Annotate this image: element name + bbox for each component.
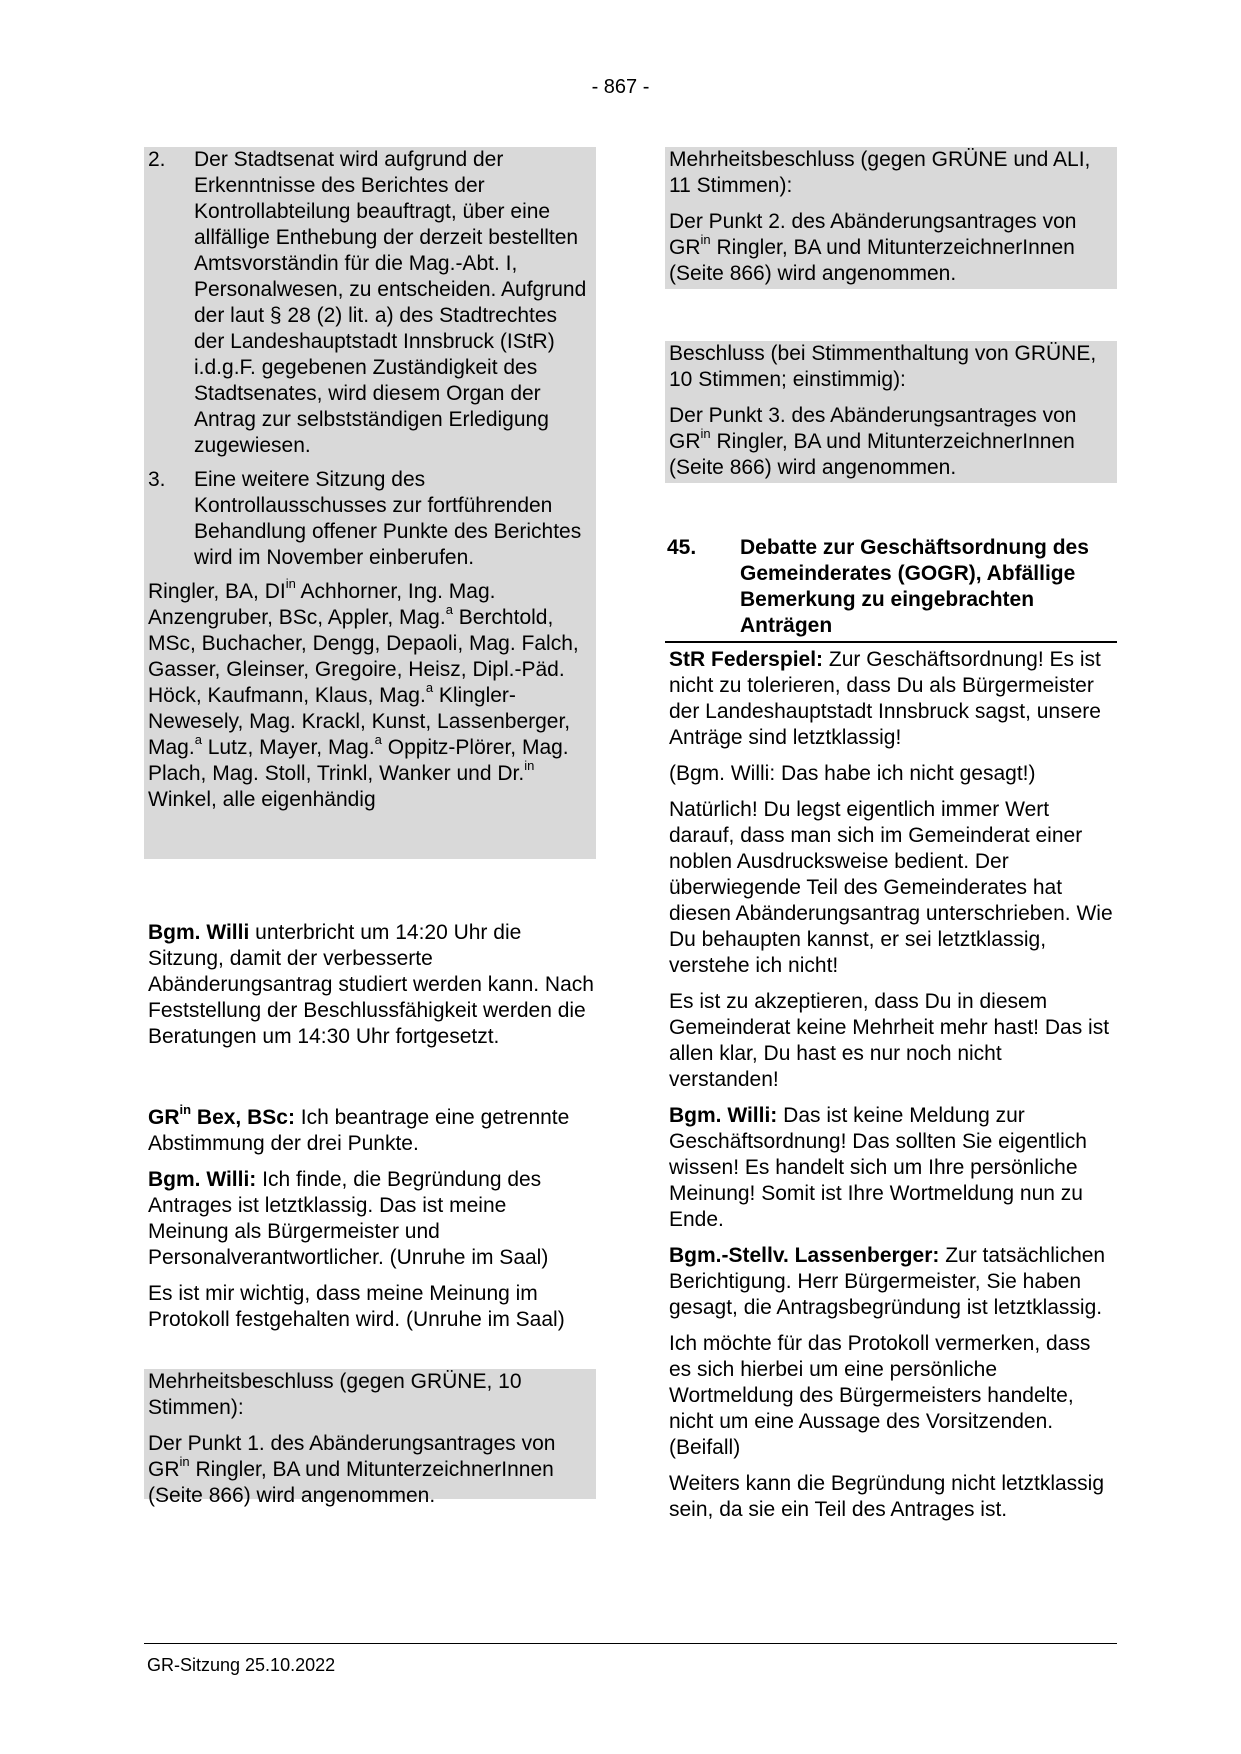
footer-session-date: GR-Sitzung 25.10.2022	[147, 1655, 336, 1675]
interrupt-paragraph: Bgm. Willi unterbricht um 14:20 Uhr die Sitzung, damit der verbesserte Abänderungsantrag studiert werden kann. Nach Feststellung der Beschlussfähigkeit werden die Beratungen um 14:30 Uhr fortgesetzt.	[148, 921, 594, 1048]
bex-statement: $GR^{in}$ Bex, BSc: Ich beantrage eine getrennte Abstimmung der drei Punkte.	[148, 1102, 570, 1155]
protokoll-paragraph: Ich möchte für das Protokoll vermerken, dass es sich hierbei um eine persönliche Wortmeldung des Bürgermeisters handelte, nicht um eine Aussage des Vorsitzenden. (Beifall)	[669, 1332, 1091, 1459]
willi-statement: Bgm. Willi: Ich finde, die Begründung des Antrages ist letztklassig. Das ist meine Meinung als Bürgermeister und Personalverantwortlicher. (Unruhe im Saal)	[148, 1168, 549, 1269]
vote-2-head: Mehrheitsbeschluss (gegen GRÜNE und ALI, 11 Stimmen):	[669, 148, 1091, 197]
vote-1-text: Der Punkt 1. des Abänderungsantrages von $GR^{in}$ Ringler, BA und MitunterzeichnerInnen (Seite 866) wird angenommen.	[148, 1432, 556, 1507]
mehrheit-paragraph: Es ist zu akzeptieren, dass Du in diesem Gemeinderat keine Mehrheit mehr hast! Das ist allen klar, Du hast es nur noch nicht verstanden!	[669, 990, 1110, 1091]
motion-item	[144, 147, 596, 459]
vote-2-block	[665, 147, 1117, 289]
item-text: Eine weitere Sitzung des Kontrollausschusses zur fortführenden Behandlung offener Punkte des Berichtes wird im November einberufen.	[194, 468, 582, 569]
item-number: 2.	[148, 148, 166, 171]
vote-3-head: Beschluss (bei Stimmenthaltung von GRÜNE, 10 Stimmen; einstimmig):	[669, 342, 1097, 391]
item-number: 3.	[148, 468, 166, 491]
debate-block	[665, 647, 1117, 1523]
natuerlich-paragraph: Natürlich! Du legst eigentlich immer Wert darauf, dass man sich im Gemeinderat einer noblen Ausdrucksweise bedient. Der überwiegende Teil des Gemeinderates hat diesen Abänderungsantrag unterschrieben. Wie Du behaupten kannst, er sei letztklassig, verstehe ich nicht!	[669, 798, 1113, 977]
vote-2-text: Der Punkt 2. des Abänderungsantrages von $GR^{in}$ Ringler, BA und MitunterzeichnerInnen (Seite 866) wird angenommen.	[669, 210, 1077, 285]
vote-1-block	[144, 1369, 596, 1507]
willi-statement-2: Es ist mir wichtig, dass meine Meinung im Protokoll festgehalten wird. (Unruhe im Saal)	[148, 1282, 565, 1331]
willi-interjection: (Bgm. Willi: Das habe ich nicht gesagt!)	[669, 762, 1036, 785]
item-text: Der Stadtsenat wird aufgrund der Erkenntnisse des Berichtes der Kontrollabteilung beauftragt, über eine allfällige Enthebung der derzeit bestellten Amtsvorständin für die Mag.-Abt. I, Personalwesen, zu entscheiden. Aufgrund der laut § 28 (2) lit. a) des Stadtrechtes der Landeshauptstadt Innsbruck (IStR) i.d.g.F. gegebenen Zuständigkeit des Stadtsenates, wird diesem Organ der Antrag zur selbstständigen Erledigung zugewiesen.	[194, 148, 587, 457]
section-heading	[665, 535, 1117, 643]
vote-3-block	[665, 341, 1117, 483]
motion-items	[144, 147, 596, 571]
vote-1-head: Mehrheitsbeschluss (gegen GRÜNE, 10 Stimmen):	[148, 1370, 522, 1419]
federspiel-statement: StR Federspiel: Zur Geschäftsordnung! Es ist nicht zu tolerieren, dass Du als Bürgermeister der Landeshauptstadt Innsbruck sagst, unsere Anträge sind letztklassig!	[669, 648, 1101, 749]
motion-item	[144, 467, 596, 571]
weiters-paragraph: Weiters kann die Begründung nicht letztklassig sein, da sie ein Teil des Antrages ist.	[669, 1472, 1105, 1521]
footer-divider	[144, 1643, 1117, 1644]
motion-items-block	[144, 147, 596, 859]
willi-statement-3: Bgm. Willi: Das ist keine Meldung zur Geschäftsordnung! Das sollten Sie eigentlich wissen! Es handelt sich um Ihre persönliche Meinung! Somit ist Ihre Wortmeldung nun zu Ende.	[669, 1104, 1087, 1231]
section-number: 45.	[667, 536, 697, 559]
section-title: Debatte zur Geschäftsordnung des Gemeinderates (GOGR), Abfällige Bemerkung zu eingebrachten Anträgen	[740, 536, 1089, 637]
bex-willi-block	[144, 1102, 596, 1333]
vote-3-text: Der Punkt 3. des Abänderungsantrages von $GR^{in}$ Ringler, BA und MitunterzeichnerInnen (Seite 866) wird angenommen.	[669, 404, 1077, 479]
lassenberger-statement: Bgm.-Stellv. Lassenberger: Zur tatsächlichen Berichtigung. Herr Bürgermeister, Sie haben gesagt, die Antragsbegründung ist letztklassig.	[669, 1244, 1106, 1319]
page-number: - 867 -	[591, 76, 650, 98]
signers-list: Ringler, BA, $DI^{in}$ Achhorner, Ing. Mag. Anzengruber, BSc, Appler, Mag.$^a$ Berchtold, MSc, Buchacher, Dengg, Depaoli, Mag. Falch, Gasser, Gleinser, Gregoire, Heisz, Dipl.-Päd. Höck, Kaufmann, Klaus, Mag.$^a$ Klingler-Newesely, Mag. Krackl, Kunst, Lassenberger, Mag.$^a$ Lutz, Mayer, Mag.$^a$ Oppitz-Plörer, Mag. Plach, Mag. Stoll, Trinkl, Wanker und Dr.$^{in}$ Winkel, alle eigenhändig	[148, 576, 579, 811]
